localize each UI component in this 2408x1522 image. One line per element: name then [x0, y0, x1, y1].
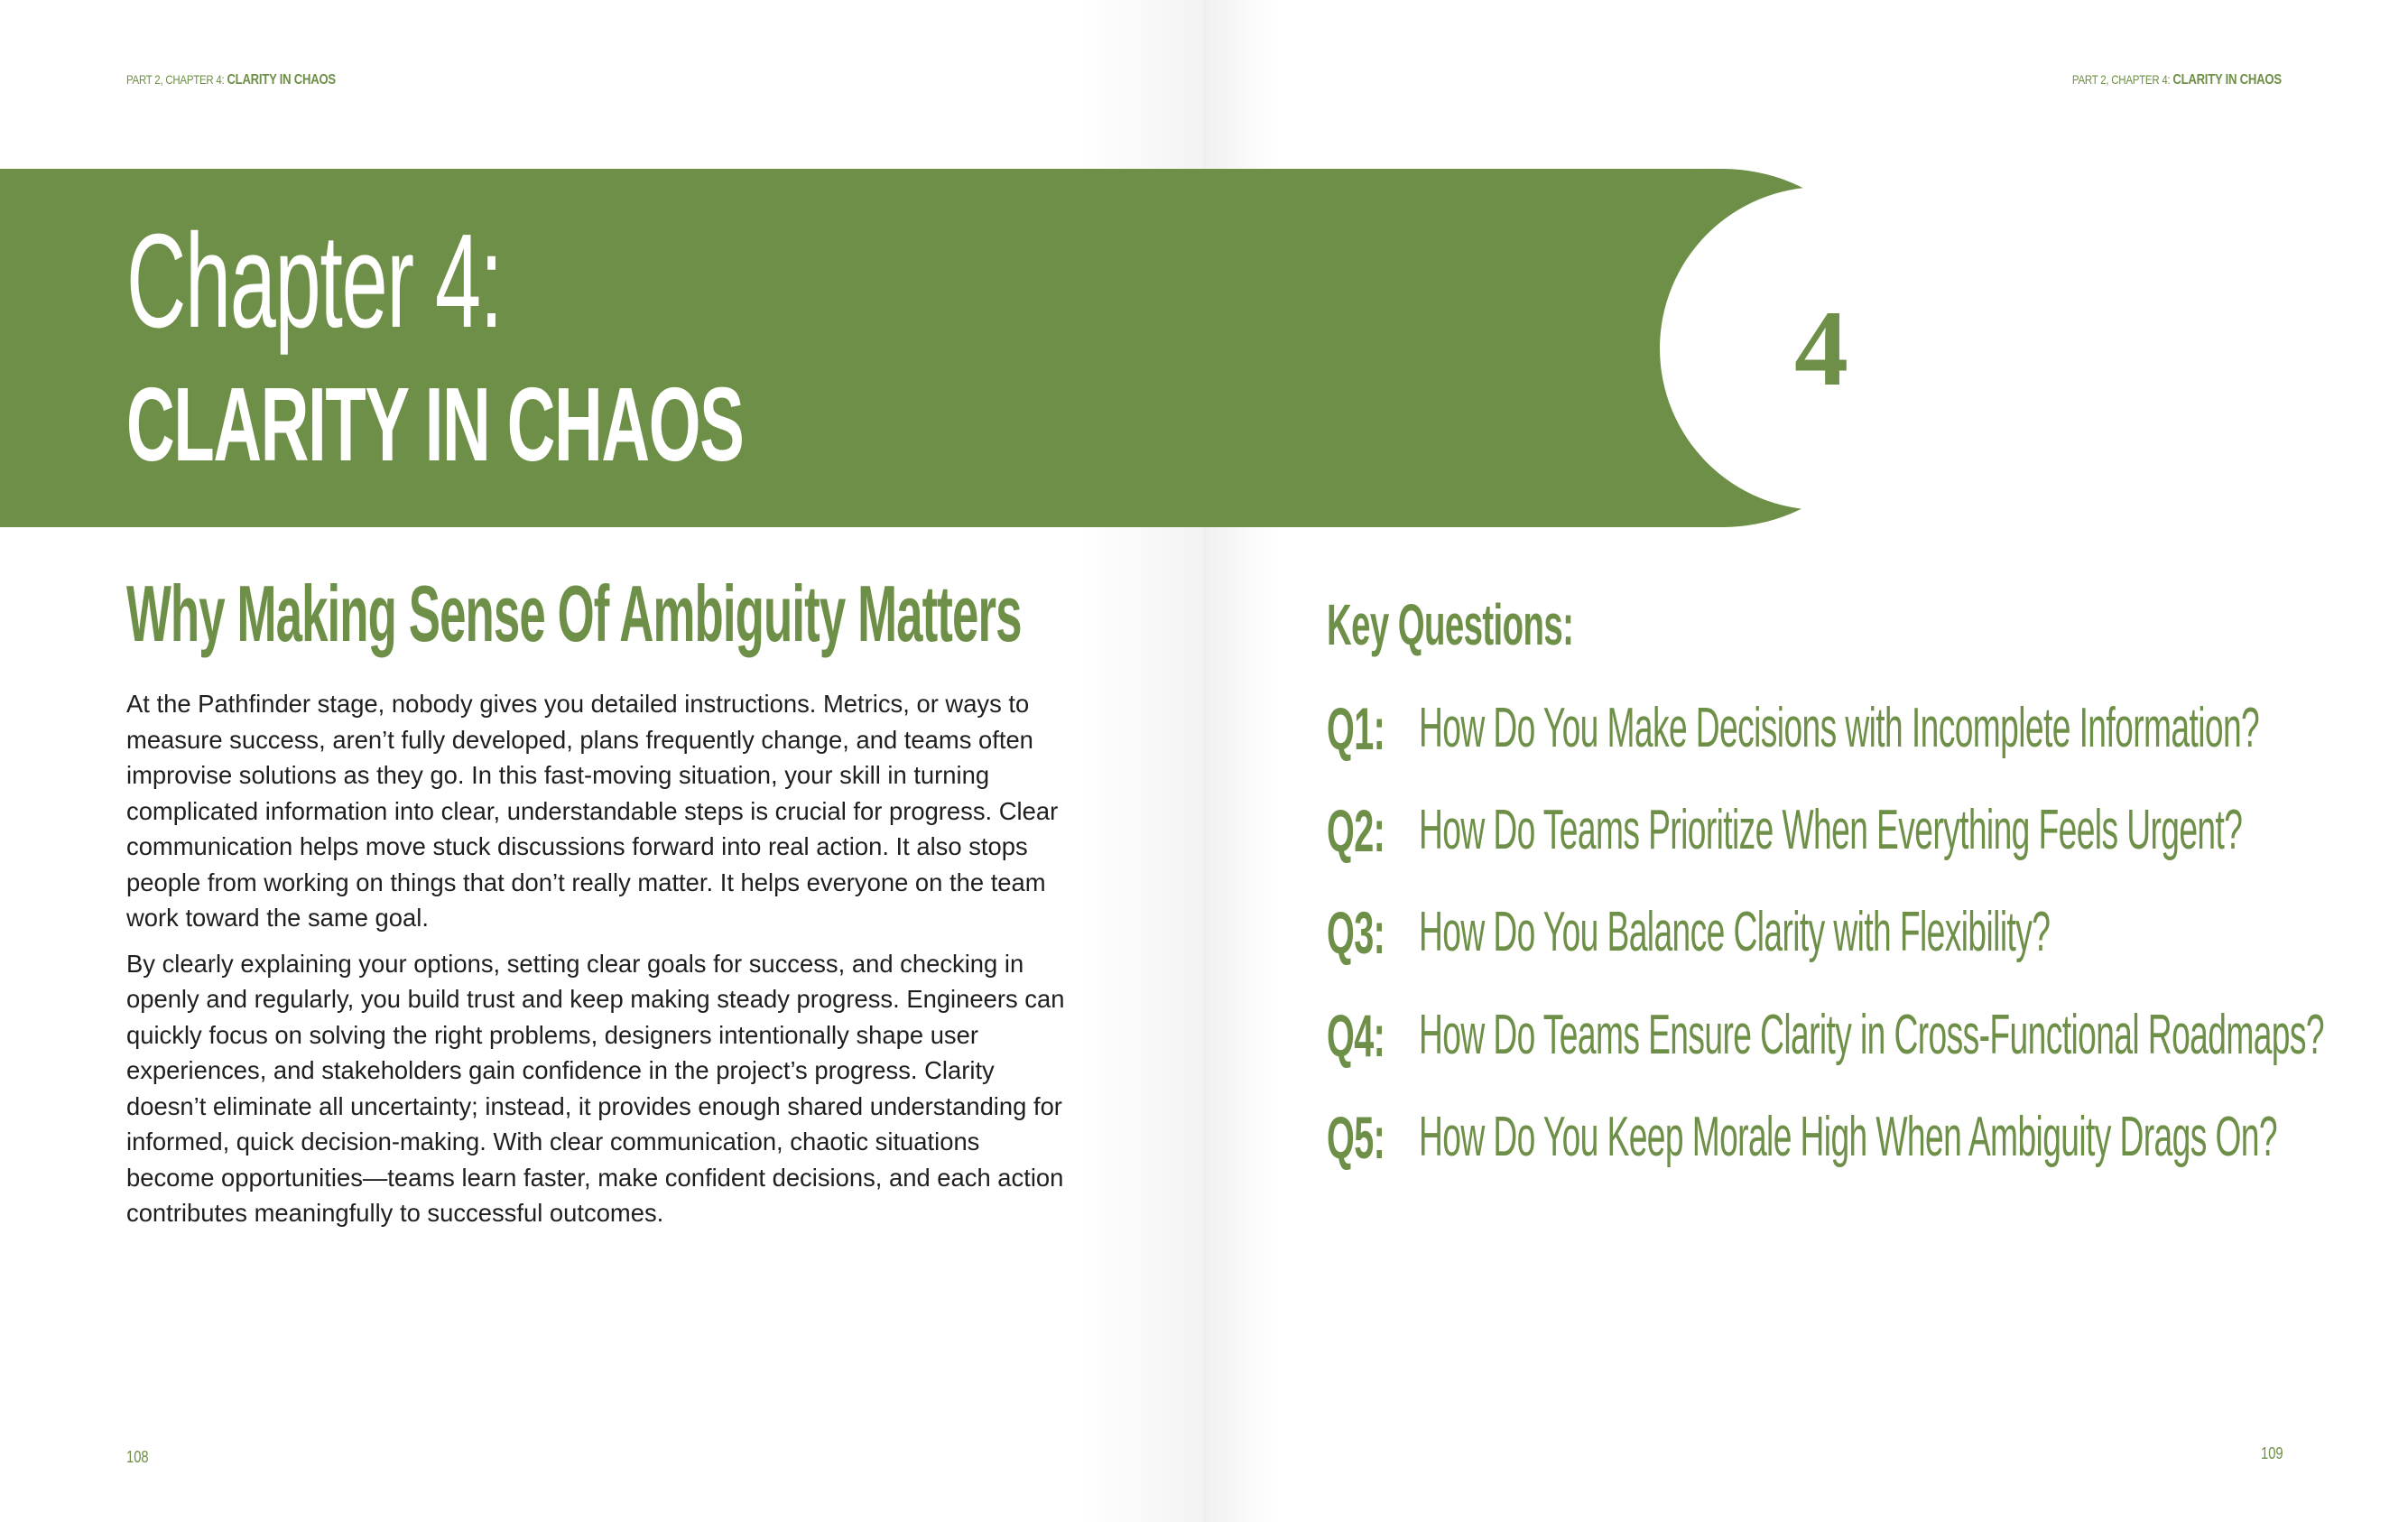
question-label: Q2:: [1327, 797, 1385, 864]
paragraph: At the Pathfinder stage, nobody gives you detailed instructions. Metrics, or ways to measure success, aren’t fully developed, plans frequently change, and teams often improvise solutions as they go. In this fast-moving situation, your skill in turning complicated information into clear, understandable steps is crucial for progress. Clear communication helps move stuck discussions forward into real action. It also stops people from working on things that don’t really matter. It helps everyone on the team work toward the same goal.: [126, 690, 1059, 932]
left-page: [0, 0, 1203, 1522]
question-label: Q3:: [1327, 899, 1385, 966]
chapter-label: Chapter 4:: [126, 207, 503, 356]
question-text: How Do You Make Decisions with Incomplete Information?: [1419, 697, 2260, 759]
chapter-number-circle: [1660, 187, 1983, 510]
running-head-title: CLARITY IN CHAOS: [227, 72, 336, 88]
question-text: How Do Teams Ensure Clarity in Cross-Functional Roadmaps?: [1419, 1004, 2324, 1066]
chapter-title: CLARITY IN CHAOS: [126, 366, 744, 483]
running-head-title: CLARITY IN CHAOS: [2172, 72, 2282, 88]
question-text: How Do You Balance Clarity with Flexibility?: [1419, 901, 2051, 963]
page-number-right: 109: [2261, 1444, 2283, 1462]
running-head-prefix: PART 2, CHAPTER 4:: [2072, 72, 2171, 87]
running-head-left: [126, 72, 336, 88]
question-label: Q5:: [1327, 1104, 1385, 1171]
key-questions-heading: Key Questions:: [1327, 592, 1574, 657]
paragraph: By clearly explaining your options, setting clear goals for success, and checking in openly and regularly, you build trust and keep making steady progress. Engineers can quickly focus on solving the right problems, designers intentionally shape user experiences, and stakeholders gain confidence in the project’s progress. Clarity doesn’t eliminate all uncertainty; instead, it provides enough shared understanding for informed, quick decision-making. With clear communication, chaotic situations become opportunities—teams learn faster, make confident decisions, and each action contributes meaningfully to successful outcomes.: [126, 949, 1065, 1227]
running-head-right: [2072, 72, 2282, 88]
question-text: How Do Teams Prioritize When Everything Feels Urgent?: [1419, 799, 2243, 861]
question-label: Q1:: [1327, 695, 1385, 762]
question-label: Q4:: [1327, 1002, 1385, 1069]
chapter-number: 4: [1794, 288, 1848, 408]
page-number-left: 108: [126, 1448, 149, 1466]
question-text: How Do You Keep Morale High When Ambiguity Drags On?: [1419, 1106, 2277, 1168]
running-head-prefix: PART 2, CHAPTER 4:: [126, 72, 225, 87]
section-heading: Why Making Sense Of Ambiguity Matters: [126, 569, 1022, 658]
body-text: [126, 686, 1074, 1241]
